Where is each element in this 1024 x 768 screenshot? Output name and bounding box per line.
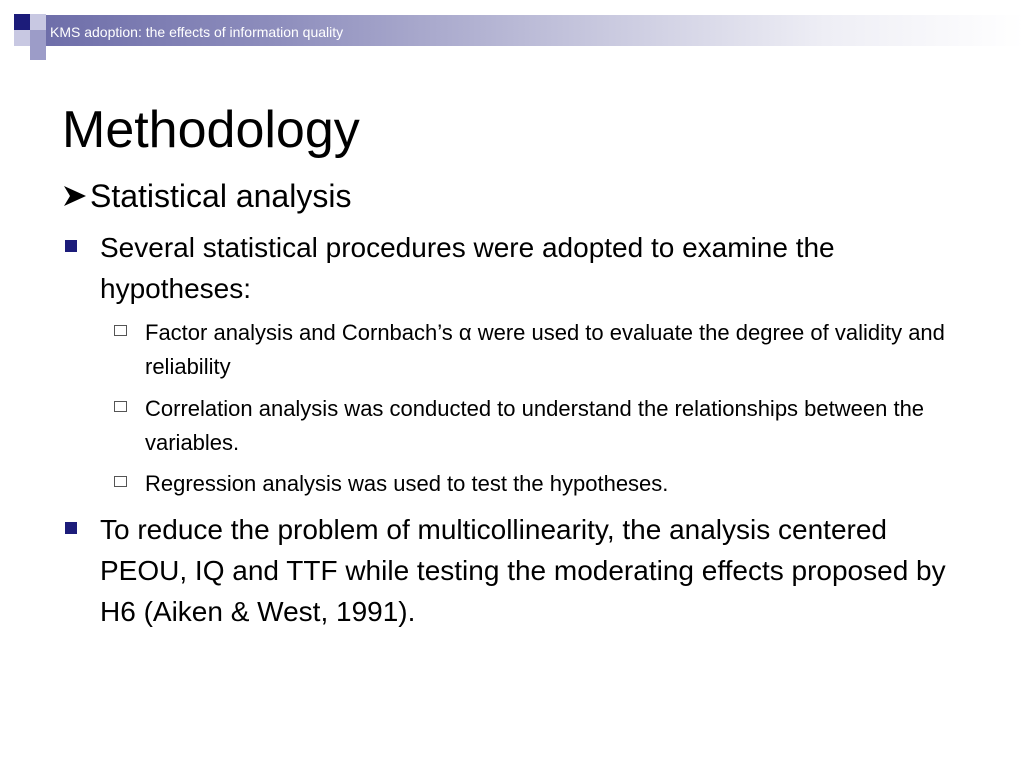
hollow-square-bullet-icon [114, 401, 127, 412]
arrow-bullet-icon [62, 183, 88, 209]
sub-bullet-text: Regression analysis was used to test the hypotheses. [145, 471, 669, 496]
sub-list [114, 467, 974, 501]
decorative-square [30, 46, 46, 60]
decorative-square [14, 30, 30, 46]
sub-list [114, 392, 974, 460]
decorative-square [14, 14, 30, 30]
bullet-item [62, 227, 962, 309]
subheading [62, 176, 351, 216]
decorative-square [30, 30, 46, 46]
subheading-label: Statistical analysis [90, 178, 352, 214]
sub-bullet-text: Factor analysis and Cornbach’s α were used to evaluate the degree of validity and reliability [145, 320, 945, 379]
bullet-text: To reduce the problem of multicollinearity, the analysis centered PEOU, IQ and TTF while testing the moderating effects proposed by H6 (Aiken & West, 1991). [100, 514, 946, 627]
sub-bullet-item [114, 316, 974, 384]
decorative-square [30, 14, 46, 30]
sub-list [114, 316, 974, 384]
hollow-square-bullet-icon [114, 325, 127, 336]
slide-title: Methodology [62, 101, 360, 159]
sub-bullet-item [114, 467, 974, 501]
square-bullet-icon [65, 240, 77, 252]
sub-bullet-item [114, 392, 974, 460]
square-bullet-icon [65, 522, 77, 534]
hollow-square-bullet-icon [114, 476, 127, 487]
header-title: KMS adoption: the effects of information quality [50, 24, 344, 40]
bullet-text: Several statistical procedures were adopted to examine the hypotheses: [100, 232, 835, 304]
bullet-item [62, 509, 962, 632]
sub-bullet-text: Correlation analysis was conducted to understand the relationships between the variables. [145, 396, 925, 455]
